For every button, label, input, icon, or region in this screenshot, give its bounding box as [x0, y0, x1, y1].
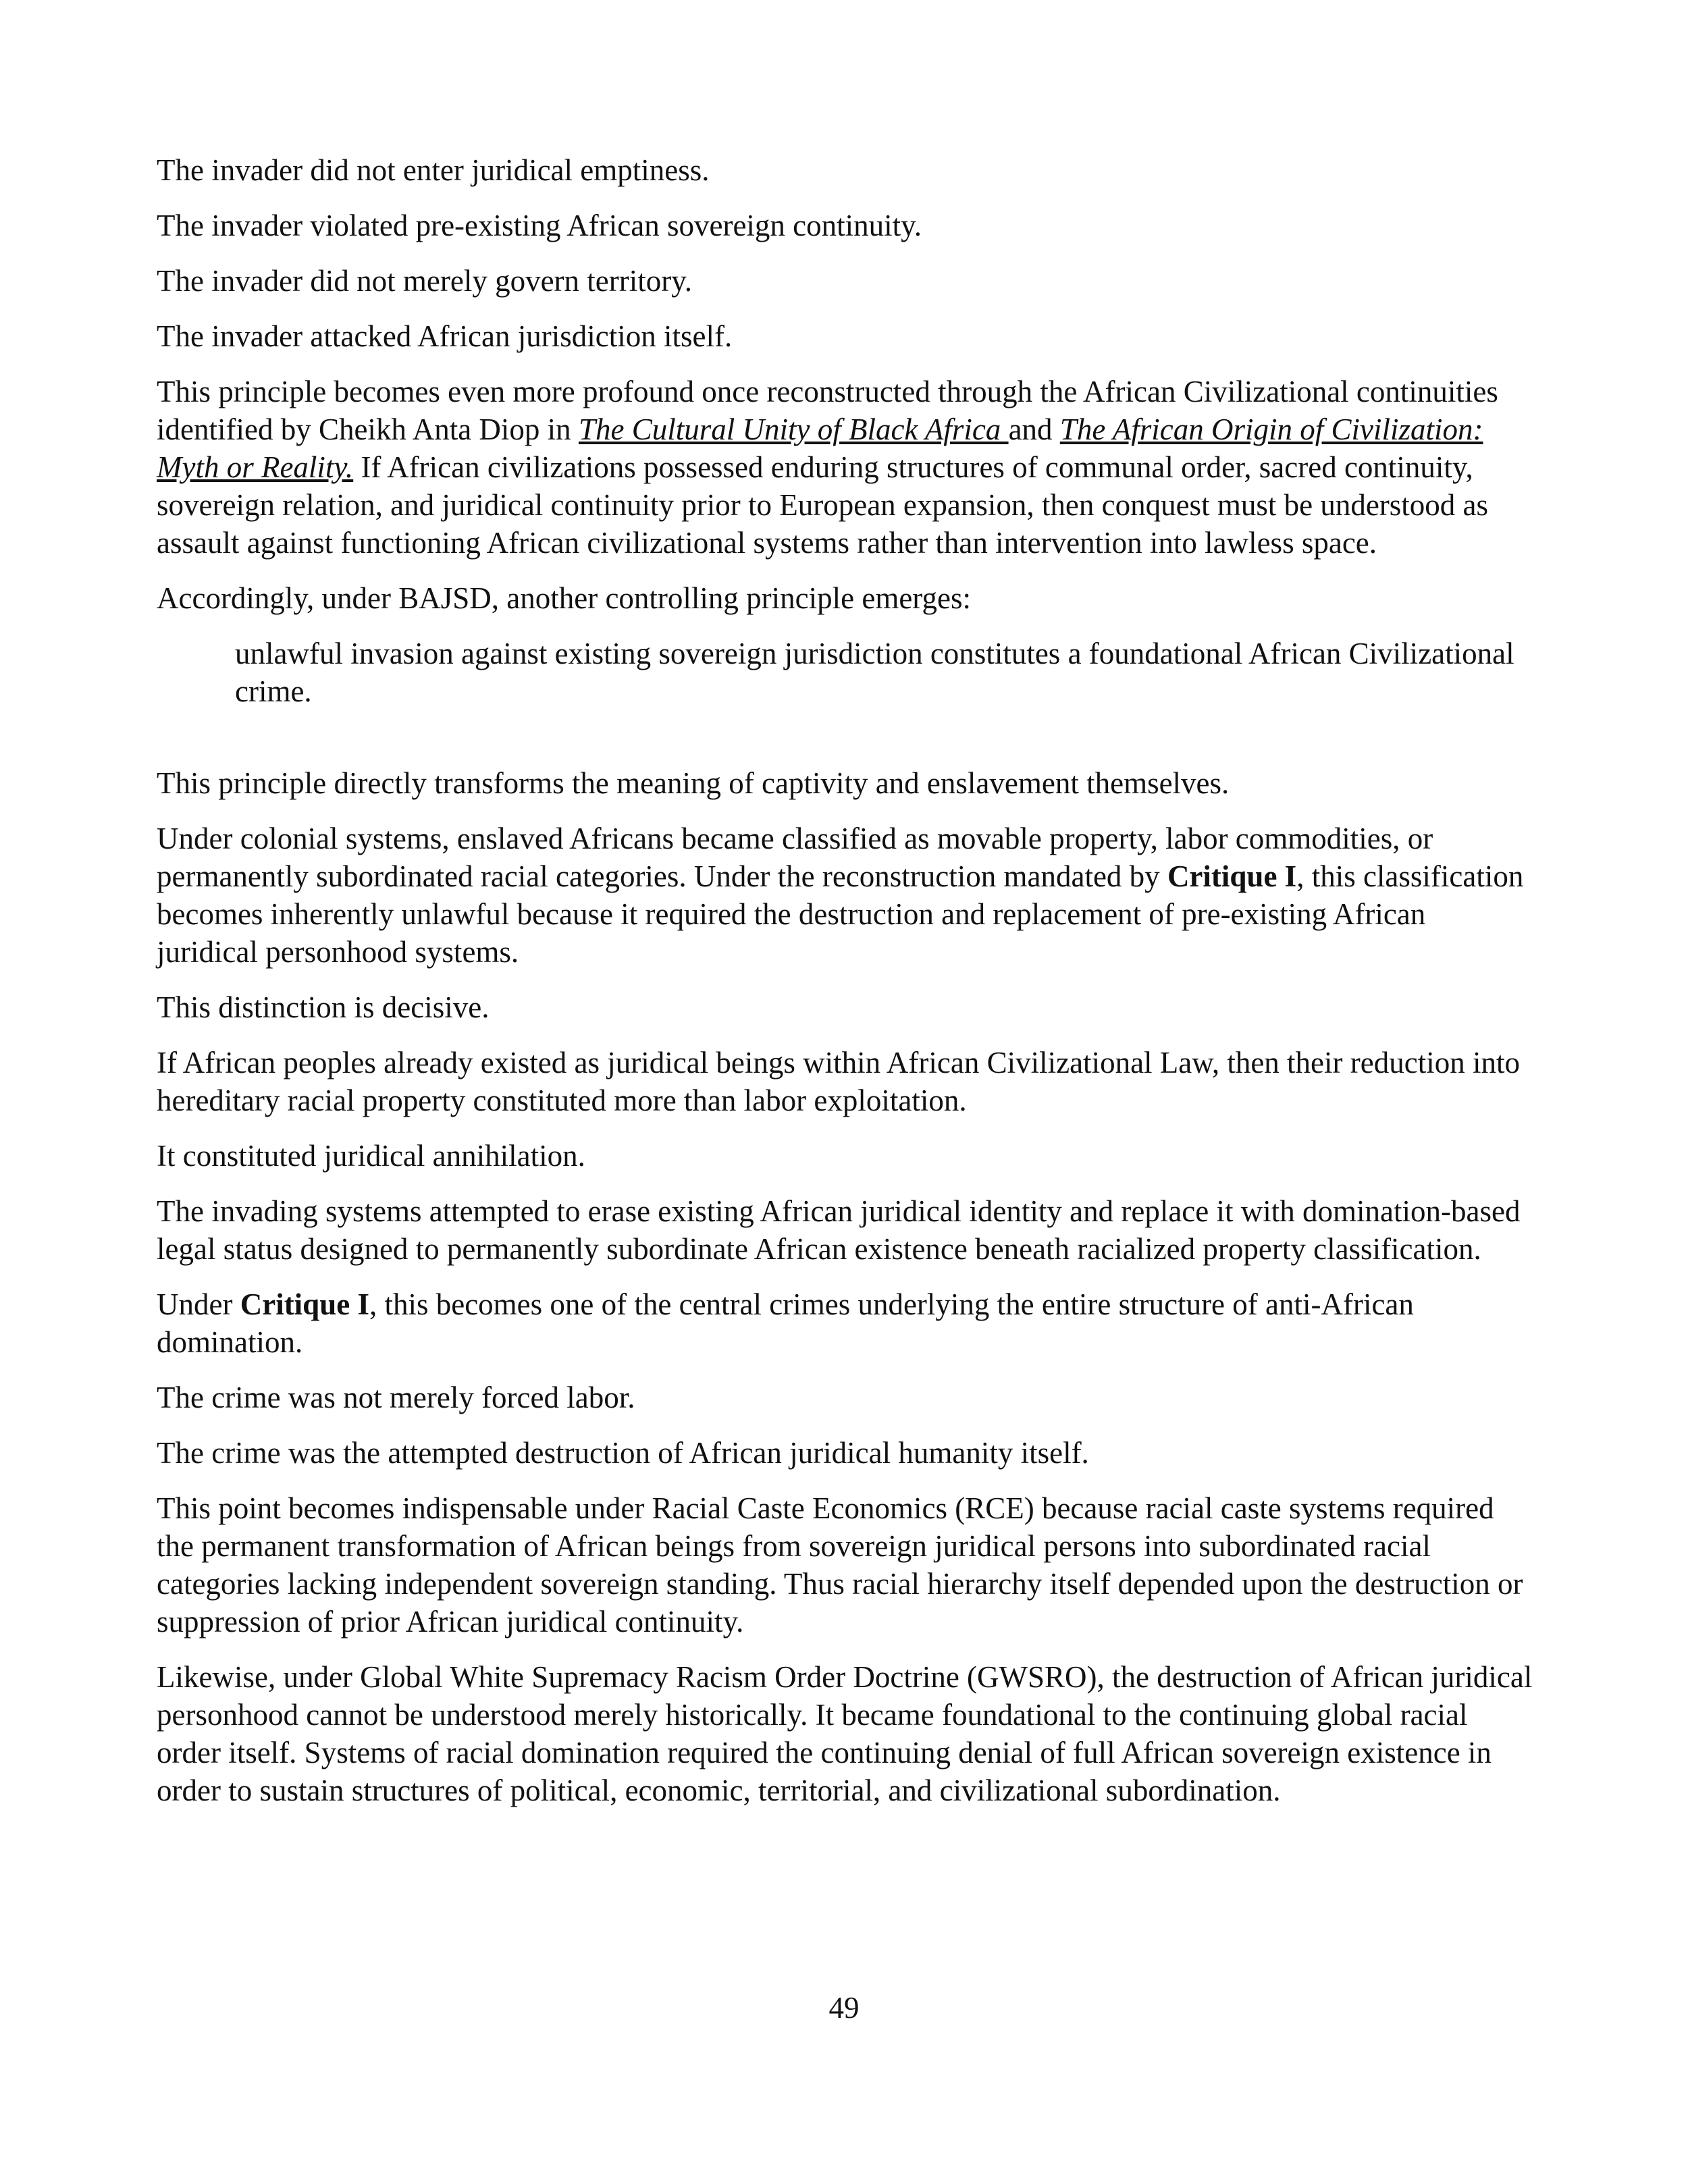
bold-term-critique: Critique I	[240, 1287, 369, 1321]
book-title-african-origin: The African Origin of Civilization: Myth or Reality.	[157, 412, 1483, 484]
paragraph-colonial-systems	[157, 820, 1534, 971]
paragraph-text: Under	[157, 1287, 240, 1321]
paragraph-diop-continuities	[157, 373, 1534, 562]
paragraph-distinction: This distinction is decisive.	[157, 990, 490, 1024]
paragraph-text: If African civilizations possessed enduring structures of communal order, sacred continuity, sovereign relation, and juridical continuity prior to European expansion, then conquest must be understood as assault against functioning African civilizational systems rather than intervention into lawless space.	[157, 450, 1489, 560]
paragraph-annihilation: It constituted juridical annihilation.	[157, 1139, 585, 1173]
paragraph-racial-caste-economics: This point becomes indispensable under Racial Caste Economics (RCE) because racial caste systems required the permanent transformation of African beings from sovereign juridical persons into subordinated racial categories lacking independent sovereign standing. Thus racial hierarchy itself depended upon the destruction or suppression of prior African juridical continuity.	[157, 1491, 1523, 1639]
paragraph-gwsro: Likewise, under Global White Supremacy Racism Order Doctrine (GWSRO), the destruction of African juridical personhood cannot be understood merely historically. It became foundational to the continuing global racial order itself. Systems of racial domination required the continuing denial of full African sovereign existence in order to sustain structures of political, economic, territorial, and civilizational subordination.	[157, 1660, 1533, 1807]
paragraph-juridical-humanity: The crime was the attempted destruction of African juridical humanity itself.	[157, 1436, 1089, 1470]
paragraph-text: and	[1008, 412, 1060, 446]
paragraph-invading-systems: The invading systems attempted to erase existing African juridical identity and replace it with domination-based legal status designed to permanently subordinate African existence beneath racialized property classification.	[157, 1194, 1521, 1266]
paragraph-juridical-beings: If African peoples already existed as juridical beings within African Civilizational Law, then their reduction into hereditary racial property constituted more than labor exploitation.	[157, 1046, 1520, 1117]
paragraph-invader-emptiness: The invader did not enter juridical emptiness.	[157, 153, 710, 187]
page-number: 49	[828, 1991, 860, 2025]
paragraph-text: Under colonial systems, enslaved Africans became classified as movable property, labor commodities, or permanently subordinated racial categories. Under the reconstruction mandated by	[157, 822, 1433, 893]
paragraph-invader-violated: The invader violated pre-existing African sovereign continuity.	[157, 209, 922, 242]
paragraph-text: This principle becomes even more profound once reconstructed through the African Civilizational continuities identified by Cheikh Anta Diop in	[157, 375, 1498, 446]
block-quote-principle: unlawful invasion against existing sovereign jurisdiction constitutes a foundational African Civilizational crime.	[235, 637, 1514, 708]
paragraph-invader-attacked: The invader attacked African jurisdiction itself.	[157, 319, 733, 353]
paragraph-text: , this classification becomes inherently unlawful because it required the destruction and replacement of pre-existing African juridical personhood systems.	[157, 859, 1524, 969]
paragraph-invader-govern: The invader did not merely govern territory.	[157, 264, 693, 298]
book-title-cultural-unity: The Cultural Unity of Black Africa	[578, 412, 1009, 446]
bold-term-critique: Critique I	[1167, 859, 1297, 893]
paragraph-controlling-principle: Accordingly, under BAJSD, another controlling principle emerges:	[157, 581, 971, 615]
paragraph-forced-labor: The crime was not merely forced labor.	[157, 1381, 635, 1414]
document-body	[157, 151, 1534, 1827]
paragraph-captivity: This principle directly transforms the meaning of captivity and enslavement themselves.	[157, 766, 1230, 800]
paragraph-central-crimes	[157, 1285, 1534, 1361]
paragraph-text: , this becomes one of the central crimes underlying the entire structure of anti-African domination.	[157, 1287, 1414, 1359]
